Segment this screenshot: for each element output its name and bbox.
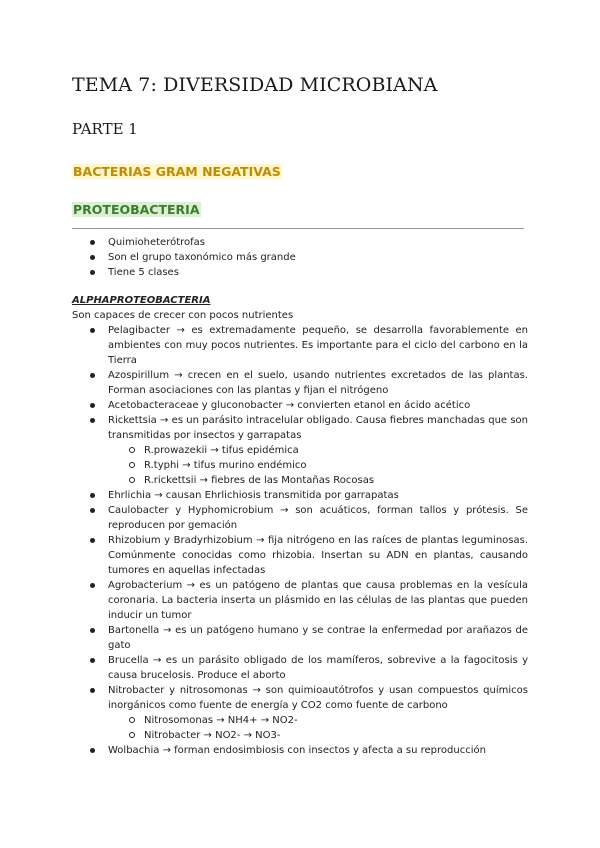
part-title: PARTE 1 — [72, 120, 138, 138]
bullet-item: Bartonella → es un patógeno humano y se contrae la enfermedad por arañazos de gato — [72, 623, 528, 653]
bullet-item: Caulobacter y Hyphomicrobium → son acuáticos, forman tallos y prótesis. Se reproducen por gemación — [72, 503, 528, 533]
bullet-item: Acetobacteraceae y gluconobacter → convierten etanol en ácido acético — [72, 398, 528, 413]
bullet-item: Son el grupo taxonómico más grande — [72, 250, 528, 265]
sub-bullet-item: R.typhi → tifus murino endémico — [72, 458, 528, 473]
bullet-item: Rickettsia → es un parásito intracelular obligado. Causa fiebres manchadas que son transmitidas por insectos y garrapatas — [72, 413, 528, 443]
bullet-item: Ehrlichia → causan Ehrlichiosis transmitida por garrapatas — [72, 488, 528, 503]
sub-bullet-item: R.rickettsii → fiebres de las Montañas Rocosas — [72, 473, 528, 488]
page-title: TEMA 7: DIVERSIDAD MICROBIANA — [72, 74, 438, 96]
subsection-heading-text: PROTEOBACTERIA — [73, 202, 200, 217]
bullet-item: Pelagibacter → es extremadamente pequeño, se desarrolla favorablemente en ambientes con muy pocos nutrientes. Es importante para el ciclo del carbono en la Tierra — [72, 323, 528, 368]
bullet-item: Nitrobacter y nitrosomonas → son quimioautótrofos y usan compuestos químicos inorgánicos como fuente de energía y CO2 como fuente de carbono — [72, 683, 528, 713]
section-heading — [72, 164, 282, 179]
bullet-item: Rhizobium y Bradyrhizobium → fija nitrógeno en las raíces de plantas leguminosas. Comúnmente conocidas como rhizobia. Insertan su ADN en plantas, causando tumores en aquellas infectadas — [72, 533, 528, 578]
intro-list — [72, 235, 528, 280]
alpha-list — [72, 323, 528, 758]
bullet-item: Brucella → es un parásito obligado de los mamíferos, sobrevive a la fagocitosis y causa brucelosis. Produce el aborto — [72, 653, 528, 683]
bullet-item: Wolbachia → forman endosimbiosis con insectos y afecta a su reproducción — [72, 743, 528, 758]
sub-bullet-item: Nitrosomonas → NH4+ → NO2- — [72, 713, 528, 728]
bullet-item: Quimioheterótrofas — [72, 235, 528, 250]
section-heading-text: BACTERIAS GRAM NEGATIVAS — [73, 164, 281, 179]
alpha-heading: ALPHAPROTEOBACTERIA — [72, 295, 211, 306]
bullet-item: Azospirillum → crecen en el suelo, usando nutrientes excretados de las plantas. Forman asociaciones con las plantas y fijan el nitrógeno — [72, 368, 528, 398]
bullet-item: Agrobacterium → es un patógeno de plantas que causa problemas en la vesícula coronaria. La bacteria inserta un plásmido en las células de las plantas que pueden inducir un tumor — [72, 578, 528, 623]
sub-bullet-item: Nitrobacter → NO2- → NO3- — [72, 728, 528, 743]
divider — [72, 228, 524, 229]
subsection-heading — [72, 202, 201, 217]
alpha-intro: Son capaces de crecer con pocos nutrientes — [72, 310, 294, 321]
sub-bullet-item: R.prowazekii → tifus epidémica — [72, 443, 528, 458]
bullet-item: Tiene 5 clases — [72, 265, 528, 280]
alpha-section — [72, 293, 528, 758]
